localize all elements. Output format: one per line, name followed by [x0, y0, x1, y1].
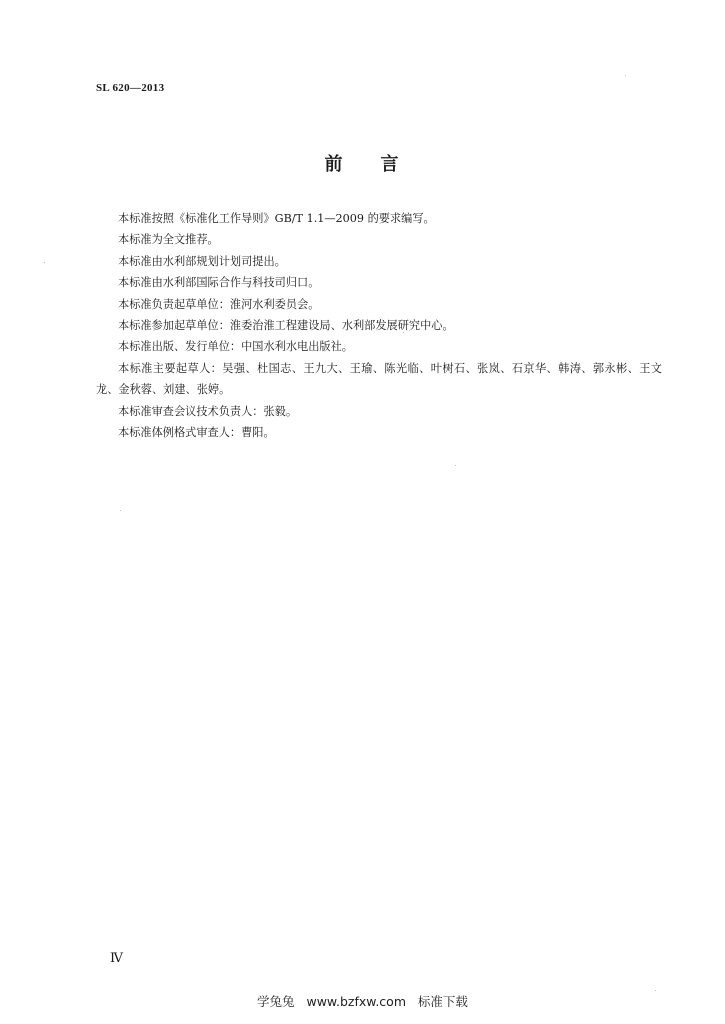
paragraph-technical-reviewer: 本标准审查会议技术负责人：张毅。: [118, 404, 298, 418]
paragraph-under-jurisdiction: 本标准由水利部国际合作与科技司归口。: [118, 276, 320, 290]
footer-watermark: 学兔兔 www.bzfxw.com 标准下载: [257, 994, 468, 1009]
page-title: [0, 150, 725, 176]
scan-speck: [120, 510, 121, 511]
standard-code: SL 620—2013: [96, 82, 165, 94]
scan-speck: [455, 465, 456, 466]
scan-speck: [44, 262, 45, 263]
title-part-1: 前: [324, 154, 345, 175]
page-number: Ⅳ: [110, 950, 123, 965]
title-part-2: 言: [380, 154, 401, 175]
paragraph-responsible-drafter: 本标准负责起草单位：淮河水利委员会。: [118, 297, 320, 311]
paragraph-format-reviewer: 本标准体例格式审查人：曹阳。: [118, 426, 275, 440]
paragraph-drafting-rules: 本标准按照《标准化工作导则》GB/T 1.1—2009 的要求编写。: [118, 212, 435, 225]
scan-speck: [655, 990, 656, 991]
paragraph-participating-drafters: 本标准参加起草单位：淮委治淮工程建设局、水利部发展研究中心。: [118, 319, 454, 333]
paragraph-main-drafters: 本标准主要起草人：吴强、杜国志、王九大、王瑜、陈光临、叶树石、张岚、石京华、韩涛、郭永彬、王文龙、金秋蓉、刘建、张婷。: [96, 361, 662, 397]
paragraph-proposed-by: 本标准由水利部规划计划司提出。: [118, 254, 286, 268]
scan-speck: [625, 75, 626, 76]
scan-speck: [403, 332, 404, 333]
paragraph-recommendation: 本标准为全文推荐。: [118, 233, 219, 247]
paragraph-publisher: 本标准出版、发行单位：中国水利水电出版社。: [118, 340, 353, 354]
preface-body: [96, 208, 662, 443]
